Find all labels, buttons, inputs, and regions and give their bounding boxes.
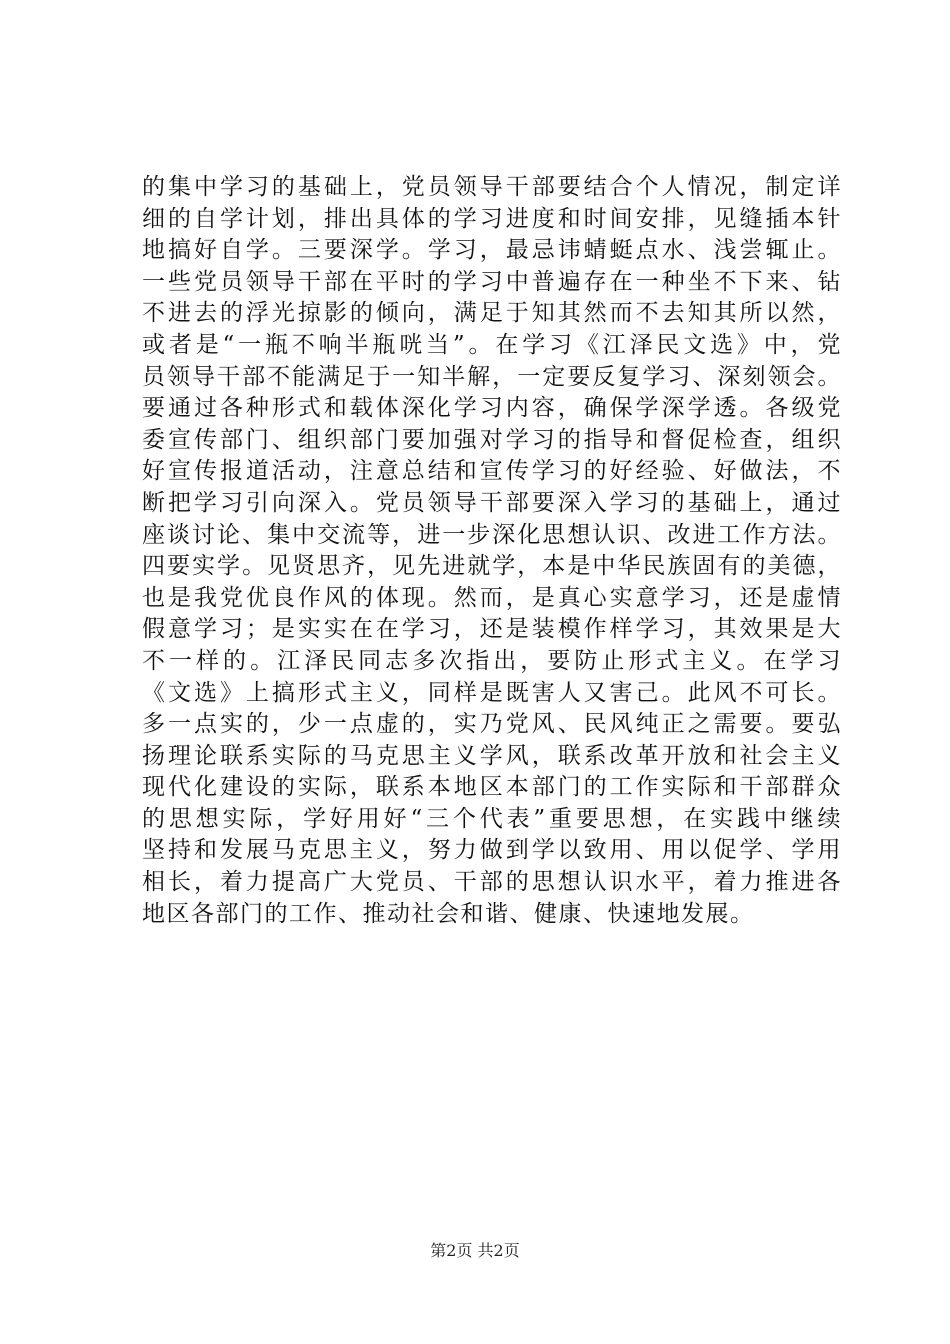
text-line: 细的自学计划，排出具体的学习进度和时间安排，见缝插本针 xyxy=(142,205,842,232)
text-line: 也是我党优良作风的体现。然而，是真心实意学习，还是虚情 xyxy=(142,584,842,611)
text-line: 座谈讨论、集中交流等，进一步深化思想认识、改进工作方法。 xyxy=(142,521,842,548)
text-line: 断把学习引向深入。党员领导干部要深入学习的基础上，通过 xyxy=(142,489,842,516)
text-line: 员领导干部不能满足于一知半解，一定要反复学习、深刻领会。 xyxy=(142,363,842,390)
body-text xyxy=(142,172,842,930)
text-line: 《文选》上搞形式主义，同样是既害人又害己。此风不可长。 xyxy=(142,679,842,706)
text-line: 地区各部门的工作、推动社会和谐、健康、快速地发展。 xyxy=(142,900,755,927)
text-line: 相长，着力提高广大党员、干部的思想认识水平，着力推进各 xyxy=(142,869,842,896)
text-line: 委宣传部门、组织部门要加强对学习的指导和督促检查，组织 xyxy=(142,426,842,453)
text-line: 四要实学。见贤思齐，见先进就学，本是中华民族固有的美德， xyxy=(142,553,842,580)
text-line: 不一样的。江泽民同志多次指出，要防止形式主义。在学习 xyxy=(142,647,842,674)
text-line: 地搞好自学。三要深学。学习，最忌讳蜻蜓点水、浅尝辄止。 xyxy=(142,237,842,264)
text-line: 好宣传报道活动，注意总结和宣传学习的好经验、好做法，不 xyxy=(142,458,842,485)
text-line: 要通过各种形式和载体深化学习内容，确保学深学透。各级党 xyxy=(142,395,842,422)
text-line: 不进去的浮光掠影的倾向，满足于知其然而不去知其所以然， xyxy=(142,300,842,327)
text-line: 一些党员领导干部在平时的学习中普遍存在一种坐不下来、钻 xyxy=(142,268,842,295)
text-line: 坚持和发展马克思主义，努力做到学以致用、用以促学、学用 xyxy=(142,837,842,864)
text-line: 现代化建设的实际，联系本地区本部门的工作实际和干部群众 xyxy=(142,774,842,801)
page-number: 第2页 共2页 xyxy=(430,1241,520,1260)
text-line: 多一点实的，少一点虚的，实乃党风、民风纯正之需要。要弘 xyxy=(142,711,842,738)
text-line: 扬理论联系实际的马克思主义学风，联系改革开放和社会主义 xyxy=(142,742,842,769)
text-line: 假意学习；是实实在在学习，还是装模作样学习，其效果是大 xyxy=(142,616,842,643)
text-line: 或者是“一瓶不响半瓶咣当”。在学习《江泽民文选》中，党 xyxy=(142,331,842,358)
text-line: 的集中学习的基础上，党员领导干部要结合个人情况，制定详 xyxy=(142,174,842,200)
text-line: 的思想实际，学好用好“三个代表”重要思想，在实践中继续 xyxy=(142,805,842,832)
